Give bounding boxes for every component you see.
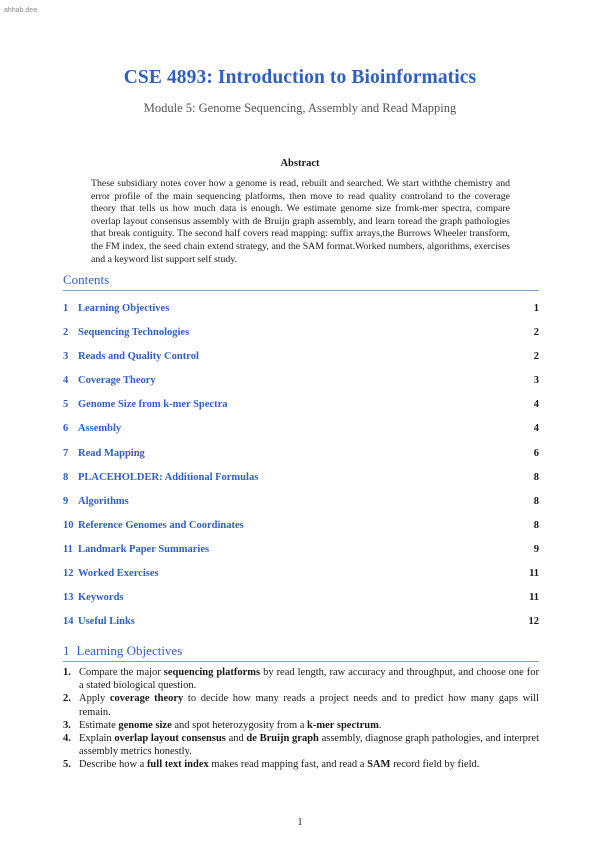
toc-entry-page: 8 [533, 471, 539, 483]
toc-entry-number: 9 [63, 495, 69, 507]
toc-entry-page: 1 [533, 303, 539, 314]
objective-text-run: to decide how many reads a project needs and to predict how many gaps will remain. [79, 693, 539, 718]
toc-entry-number: 6 [63, 423, 69, 435]
objective-text-run: assembly, diagnose graph pathologies, and interpret assembly metrics honestly. [79, 733, 539, 758]
toc-entry[interactable] [63, 616, 539, 640]
toc-entry-page: 2 [533, 351, 539, 363]
objective-text-run: and [225, 733, 247, 745]
objective-keyword: coverage theory [109, 693, 184, 705]
toc-entry-page: 9 [533, 543, 539, 555]
toc-entry-page: 12 [528, 616, 539, 628]
objective-text-run: record field by field. [390, 759, 480, 771]
section-title: Learning Objectives [76, 643, 183, 658]
objective-number: 5. [63, 759, 71, 771]
objective-keyword: SAM [367, 759, 391, 771]
toc-entry[interactable] [63, 351, 539, 375]
toc-entry-number: 3 [63, 351, 69, 363]
objective-text-run: by read length, raw accuracy and throughput, and choose one for a stated biological question. [79, 667, 539, 692]
objective-item [63, 758, 539, 771]
toc-entry-label[interactable]: Learning Objectives [78, 303, 170, 314]
toc-entry-label[interactable]: Worked Exercises [78, 568, 159, 580]
objective-number: 2. [63, 693, 71, 705]
objective-text-run: Compare the major [79, 667, 164, 678]
toc-entry-page: 8 [533, 495, 539, 507]
toc-entry[interactable] [63, 399, 539, 423]
objective-keyword: genome size [118, 719, 172, 731]
toc-entry-label[interactable]: Useful Links [78, 616, 135, 628]
section-number: 1 [63, 643, 70, 658]
abstract-text: These subsidiary notes cover how a genome is read, rebuilt and searched. We start withthe chemistry and error profile of the main sequencing platforms, then move to read quality controland to the coverage theory that tells us how much data is enough. We estimate genome size fromk-mer spectra, compare overlap layout consensus assembly with de Bruijn graph assembly, and learn toread the graph pathologies that break contiguity. The second half covers read mapping: suffix arrays,the Burrows Wheeler transform, the FM index, the seed chain extend strategy, and the SAM format.Worked numbers, algorithms, exercises and a keyword list support self study. [91, 178, 510, 265]
objective-item [63, 666, 539, 692]
toc-entry-number: 14 [63, 616, 74, 628]
toc-entry-page: 3 [533, 375, 539, 387]
watermark: ahhab.dee [4, 7, 38, 14]
objective-text-run: . [378, 719, 382, 731]
toc-entry[interactable] [63, 544, 539, 568]
toc-entry-label[interactable]: Read Mapping [78, 447, 145, 459]
toc-entry-label[interactable]: Sequencing Technologies [78, 327, 190, 339]
objective-item [63, 692, 539, 718]
objective-item [63, 732, 539, 758]
toc-entry[interactable] [63, 568, 539, 592]
objective-keyword: k-mer spectrum [307, 719, 379, 731]
page-number: 1 [297, 817, 303, 828]
toc-entry-number: 12 [63, 568, 74, 580]
toc-entry-label[interactable]: Landmark Paper Summaries [78, 543, 210, 555]
toc-entry-page: 8 [533, 519, 539, 531]
objective-text-run: makes read mapping fast, and read a [208, 759, 368, 771]
toc-entry-number: 1 [63, 303, 69, 314]
toc-entry[interactable] [63, 423, 539, 447]
objective-keyword: sequencing platforms [163, 667, 261, 678]
document-subtitle: Module 5: Genome Sequencing, Assembly and Read Mapping [143, 101, 457, 115]
toc-entry-label[interactable]: PLACEHOLDER: Additional Formulas [78, 471, 259, 483]
toc-entry-label[interactable]: Reference Genomes and Coordinates [78, 519, 244, 531]
toc-entry[interactable] [63, 375, 539, 399]
objective-text [79, 732, 539, 758]
toc-entry-label[interactable]: Algorithms [78, 495, 129, 507]
toc-entry-number: 13 [63, 592, 74, 604]
toc-entry[interactable] [63, 520, 539, 544]
toc-entry-label[interactable]: Coverage Theory [78, 375, 156, 387]
toc-entry-page: 4 [533, 423, 539, 435]
toc-entry[interactable] [63, 496, 539, 520]
objective-number: 4. [63, 733, 71, 745]
toc-entry[interactable] [63, 472, 539, 496]
objective-text-run: Explain [79, 733, 115, 745]
objective-number: 1. [63, 667, 71, 678]
toc-entry-page: 6 [533, 447, 539, 459]
toc-entry[interactable] [63, 592, 539, 616]
objective-text [79, 692, 539, 718]
toc-entry-number: 5 [63, 399, 69, 411]
toc-entry-label[interactable]: Reads and Quality Control [78, 351, 199, 363]
toc-entry-number: 2 [63, 327, 69, 339]
toc-entry-page: 11 [529, 592, 539, 604]
toc-entry-page: 2 [533, 327, 539, 339]
toc-entry-number: 10 [63, 519, 74, 531]
toc-entry-label[interactable]: Genome Size from k-mer Spectra [78, 399, 228, 411]
learning-objectives-list [63, 666, 539, 772]
toc-entry[interactable] [63, 303, 539, 327]
abstract-heading: Abstract [280, 158, 320, 169]
objective-text [79, 719, 539, 732]
contents-heading: Contents [63, 272, 539, 291]
objective-text [79, 758, 539, 771]
table-of-contents [63, 303, 539, 640]
objective-keyword: de Bruijn graph [246, 733, 319, 745]
objective-text-run: Apply [79, 693, 110, 705]
toc-entry-page: 4 [533, 399, 539, 411]
toc-entry-number: 8 [63, 471, 69, 483]
section-heading-learning-objectives [63, 643, 539, 662]
toc-entry[interactable] [63, 448, 539, 472]
objective-text-run: Describe how a [79, 759, 147, 771]
toc-entry[interactable] [63, 327, 539, 351]
document-title: CSE 4893: Introduction to Bioinformatics [123, 67, 477, 88]
objective-text [79, 666, 539, 692]
objective-keyword: full text index [146, 759, 209, 771]
toc-entry-label[interactable]: Assembly [78, 423, 122, 435]
objective-number: 3. [63, 719, 71, 731]
objective-text-run: and spot heterozygosity from a [171, 719, 308, 731]
objective-item [63, 719, 539, 732]
toc-entry-number: 11 [63, 543, 73, 555]
toc-entry-label[interactable]: Keywords [78, 592, 124, 604]
toc-entry-number: 4 [63, 375, 69, 387]
toc-entry-number: 7 [63, 447, 69, 459]
toc-entry-page: 11 [529, 568, 539, 580]
objective-keyword: overlap layout consensus [114, 733, 226, 745]
objective-text-run: Estimate [79, 719, 119, 731]
